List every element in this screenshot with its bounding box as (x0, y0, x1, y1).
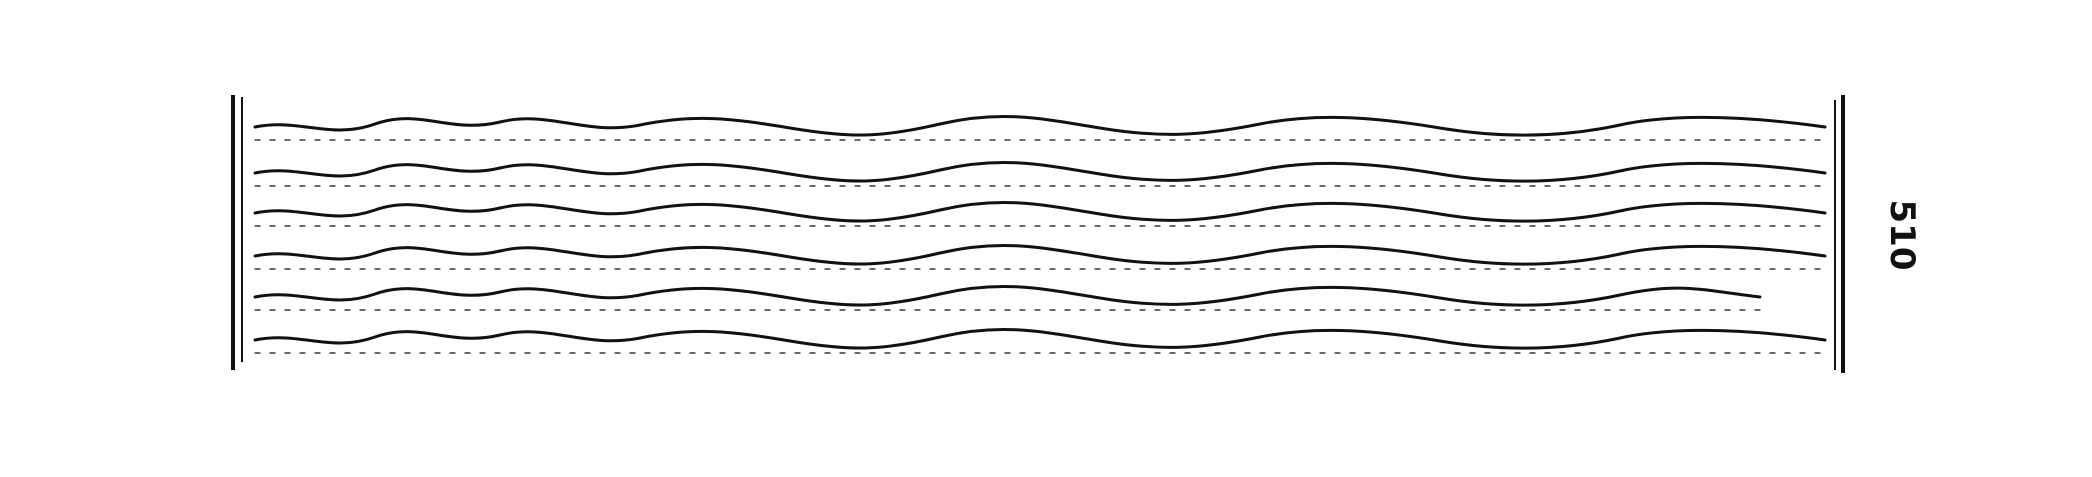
manuscript-line-5 (255, 286, 1760, 310)
manuscript-line-1 (255, 116, 1825, 140)
right-border (1835, 95, 1843, 373)
manuscript-line-3 (255, 202, 1825, 226)
left-border (233, 95, 242, 370)
manuscript-line-6 (255, 329, 1825, 353)
manuscript-line-2 (255, 162, 1825, 186)
manuscript-line-4 (255, 245, 1825, 269)
folio-number: 510 (1882, 199, 1922, 271)
